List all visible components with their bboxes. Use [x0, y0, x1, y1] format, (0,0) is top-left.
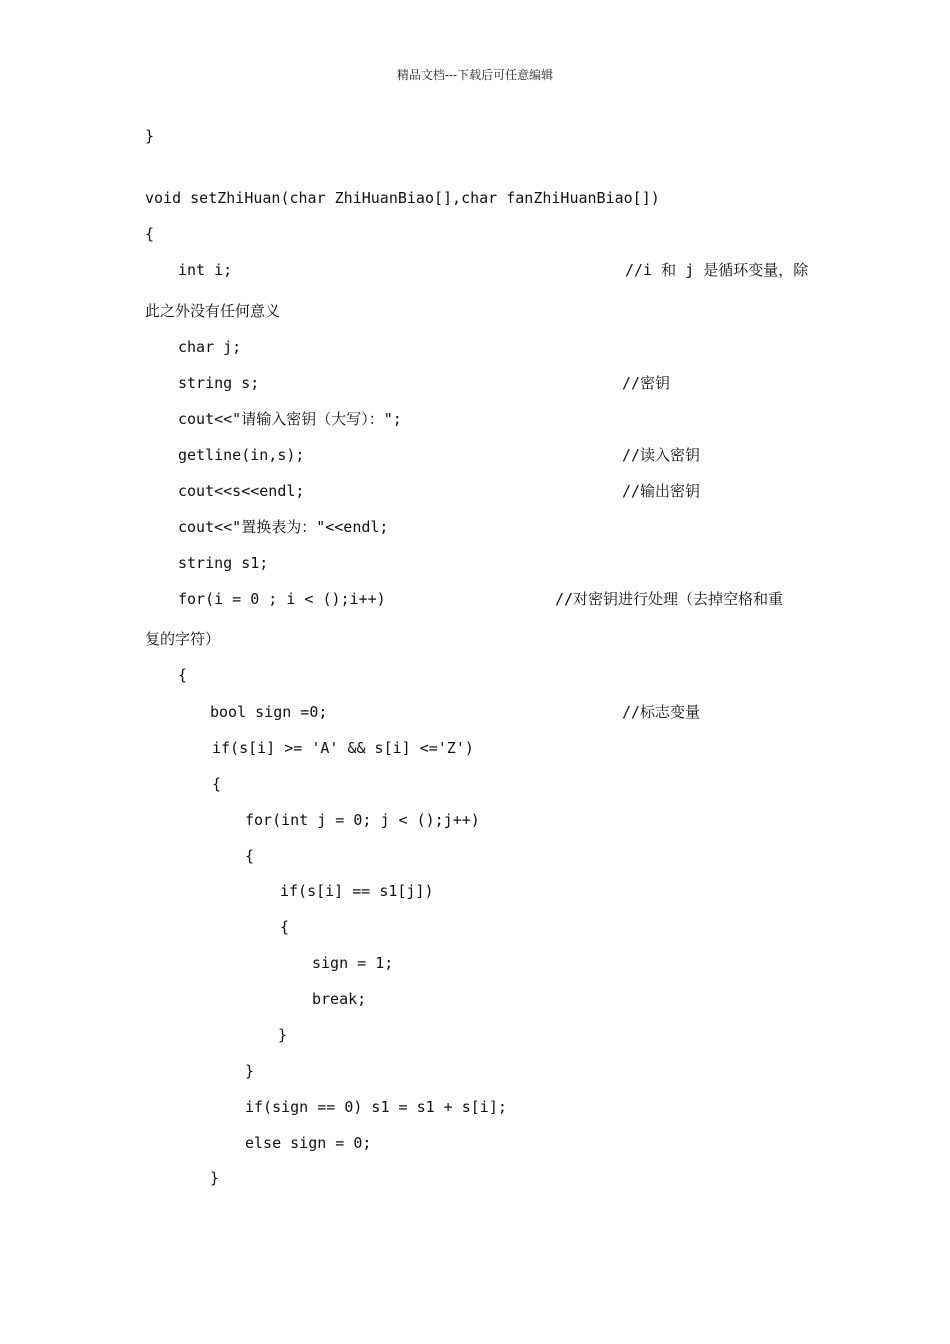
code-line: bool sign =0; — [210, 703, 328, 721]
code-line: getline(in,s); — [178, 446, 305, 464]
code-line: { — [280, 918, 290, 936]
code-line: if(s[i] >= 'A' && s[i] <='Z') — [212, 739, 474, 757]
code-line: { — [145, 225, 155, 243]
code-comment: //读入密钥 — [622, 446, 701, 464]
code-line: { — [178, 666, 188, 684]
code-comment: //标志变量 — [622, 703, 701, 721]
code-line: sign = 1; — [312, 954, 394, 972]
code-line: int i; — [178, 261, 233, 279]
code-comment-wrap: 复的字符） — [145, 630, 221, 648]
code-line: } — [278, 1026, 288, 1044]
code-line: if(sign == 0) s1 = s1 + s[i]; — [245, 1098, 507, 1116]
code-comment: //输出密钥 — [622, 482, 701, 500]
code-line: for(i = 0 ; i < ();i++) — [178, 590, 386, 608]
code-comment: //对密钥进行处理（去掉空格和重 — [555, 590, 784, 608]
code-line: string s1; — [178, 554, 269, 572]
code-line: for(int j = 0; j < ();j++) — [245, 811, 480, 829]
code-comment-wrap: 此之外没有任何意义 — [145, 302, 281, 320]
code-line: cout<<"请输入密钥（大写）："; — [178, 410, 402, 428]
code-line: string s; — [178, 374, 260, 392]
code-line: void setZhiHuan(char ZhiHuanBiao[],char fanZhiHuanBiao[]) — [145, 189, 660, 207]
code-comment: //密钥 — [622, 374, 671, 392]
code-line: break; — [312, 990, 367, 1008]
code-line: char j; — [178, 338, 242, 356]
code-line: cout<<s<<endl; — [178, 482, 305, 500]
code-line: } — [245, 1062, 255, 1080]
code-comment: //i 和 j 是循环变量，除 — [625, 261, 809, 279]
code-line: } — [210, 1169, 220, 1187]
code-line: cout<<"置换表为："<<endl; — [178, 518, 389, 536]
code-line: { — [245, 847, 255, 865]
code-line: { — [212, 775, 222, 793]
page-header: 精品文档---下载后可任意编辑 — [396, 68, 554, 82]
code-line: else sign = 0; — [245, 1134, 372, 1152]
code-line: } — [145, 127, 155, 145]
code-line: if(s[i] == s1[j]) — [280, 882, 434, 900]
